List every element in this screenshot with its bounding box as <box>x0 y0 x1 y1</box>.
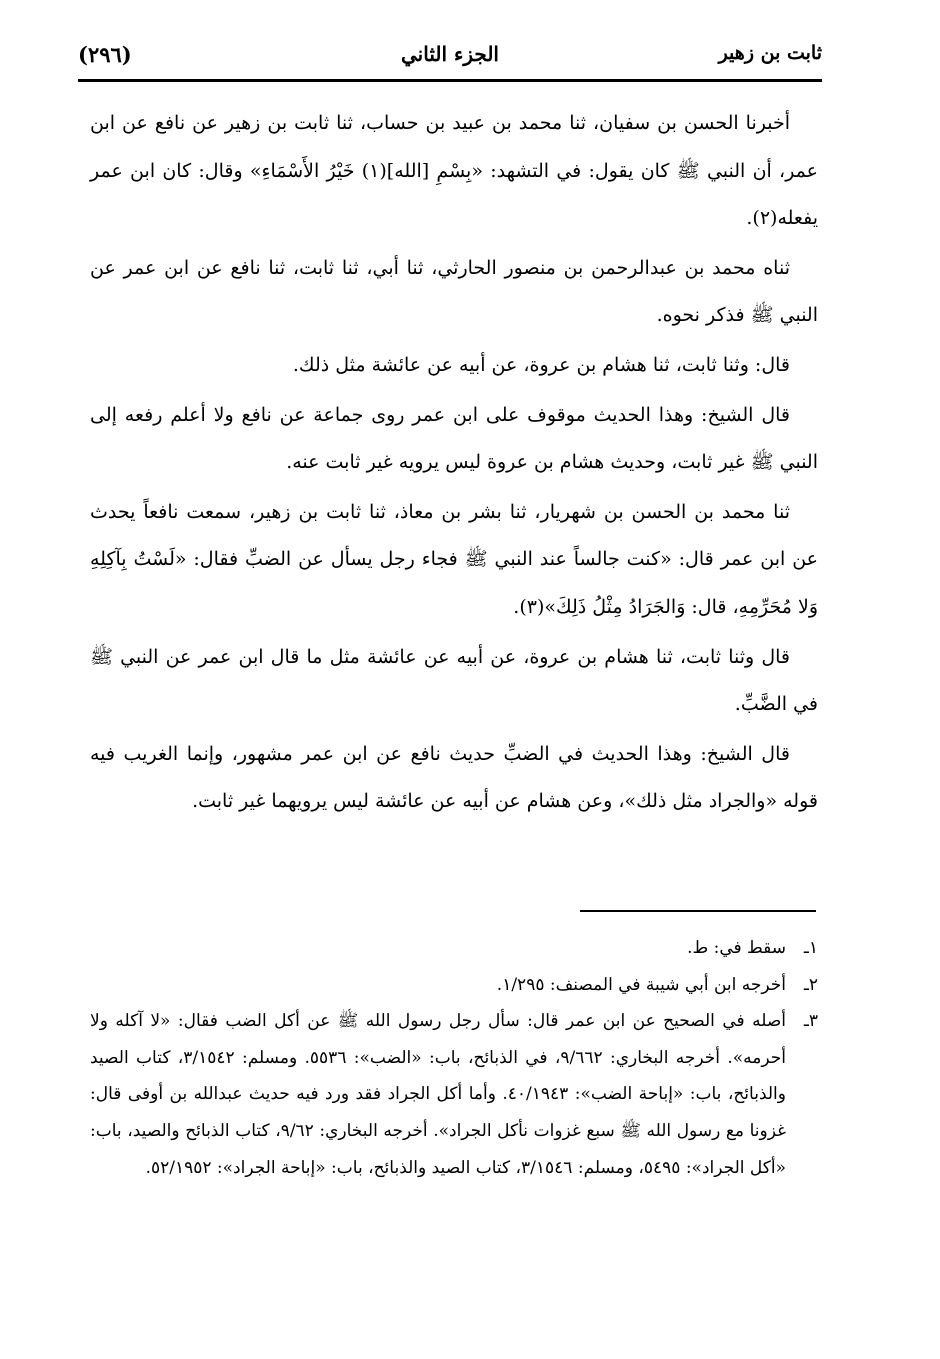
footnote-number: ١ـ <box>803 938 818 958</box>
page-header <box>78 36 822 76</box>
main-text <box>90 100 818 826</box>
header-rule <box>78 79 822 82</box>
footnote-separator <box>580 910 816 912</box>
page-number: (٢٩٦) <box>78 42 132 67</box>
paragraph: ثناه محمد بن عبدالرحمن بن منصور الحارثي، ثنا أبي، ثنا ثابت، ثنا نافع عن ابن عمر عن النبي ﷺ فذكر نحوه. <box>90 256 818 327</box>
paragraph: أخبرنا الحسن بن سفيان، ثنا محمد بن عبيد بن حساب، ثنا ثابت بن زهير عن نافع عن ابن عمر، أن النبي ﷺ كان يقول: في التشهد: «بِسْمِ [الله](١) خَيْرُ الأَسْمَاءِ» وقال: كان ابن عمر يفعله(٢). <box>90 112 818 230</box>
footnotes <box>90 930 818 1186</box>
footnote <box>90 967 818 1004</box>
footnote-text: أخرجه ابن أبي شيبة في المصنف: ١/٢٩٥. <box>496 974 786 995</box>
paragraph: قال: وثنا ثابت، ثنا هشام بن عروة، عن أبيه عن عائشة مثل ذلك. <box>292 353 790 376</box>
footnote-number: ٣ـ <box>803 1011 818 1032</box>
footnote-text: سقط في: ط. <box>687 938 786 958</box>
paragraph: قال وثنا ثابت، ثنا هشام بن عروة، عن أبيه عن عائشة مثل ما قال ابن عمر عن النبي ﷺ في الضَّبِّ. <box>90 645 818 716</box>
footnote-number: ٢ـ <box>803 974 818 995</box>
paragraph: قال الشيخ: وهذا الحديث في الضبِّ حديث نافع عن ابن عمر مشهور، وإنما الغريب فيه قوله «والجراد مثل ذلك»، وعن هشام عن أبيه عن عائشة ليس يرويهما غير ثابت. <box>90 742 818 813</box>
footnote-text: أصله في الصحيح عن ابن عمر قال: سأل رجل رسول الله ﷺ عن أكل الضب فقال: «لا آكله ولا أحرمه». أخرجه البخاري: ٩/٦٦٢، في الذبائح، باب: «الضب»: ٥٥٣٦. ومسلم: ٣/١٥٤٢، كتاب الصيد والذبائح، باب: «إباحة الضب»: ٤٠/١٩٤٣. وأما أكل الجراد فقد ورد فيه حديث عبدالله بن أوفى قال: غزونا مع رسول الله ﷺ سبع غزوات نأكل الجراد». أخرجه البخاري: ٩/٦٢، كتاب الذبائح والصيد، باب: «أكل الجراد»: ٥٤٩٥، ومسلم: ٣/١٥٤٦، كتاب الصيد والذبائح، باب: «إباحة الجراد»: ٥٢/١٩٥٢. <box>90 1011 786 1178</box>
paragraph: قال الشيخ: وهذا الحديث موقوف على ابن عمر روى جماعة عن نافع ولا أعلم رفعه إلى النبي ﷺ غير ثابت، وحديث هشام بن عروة ليس يرويه غير ثابت عنه. <box>90 403 818 474</box>
paragraph: ثنا محمد بن الحسن بن شهريار، ثنا بشر بن معاذ، ثنا ثابت بن زهير، سمعت نافعاً يحدث عن ابن عمر قال: «كنت جالساً عند النبي ﷺ فجاء رجل يسأل عن الضبِّ فقال: «لَسْتُ بِآكِلِهِ وَلا مُحَرِّمِهِ، قال: وَالجَرَادُ مِثْلُ ذَلِكَ»(٣). <box>90 500 818 618</box>
footnote <box>90 930 818 967</box>
volume-title: الجزء الثاني <box>401 42 499 66</box>
footnote <box>90 1003 818 1186</box>
running-title: ثابت بن زهير <box>718 42 822 64</box>
